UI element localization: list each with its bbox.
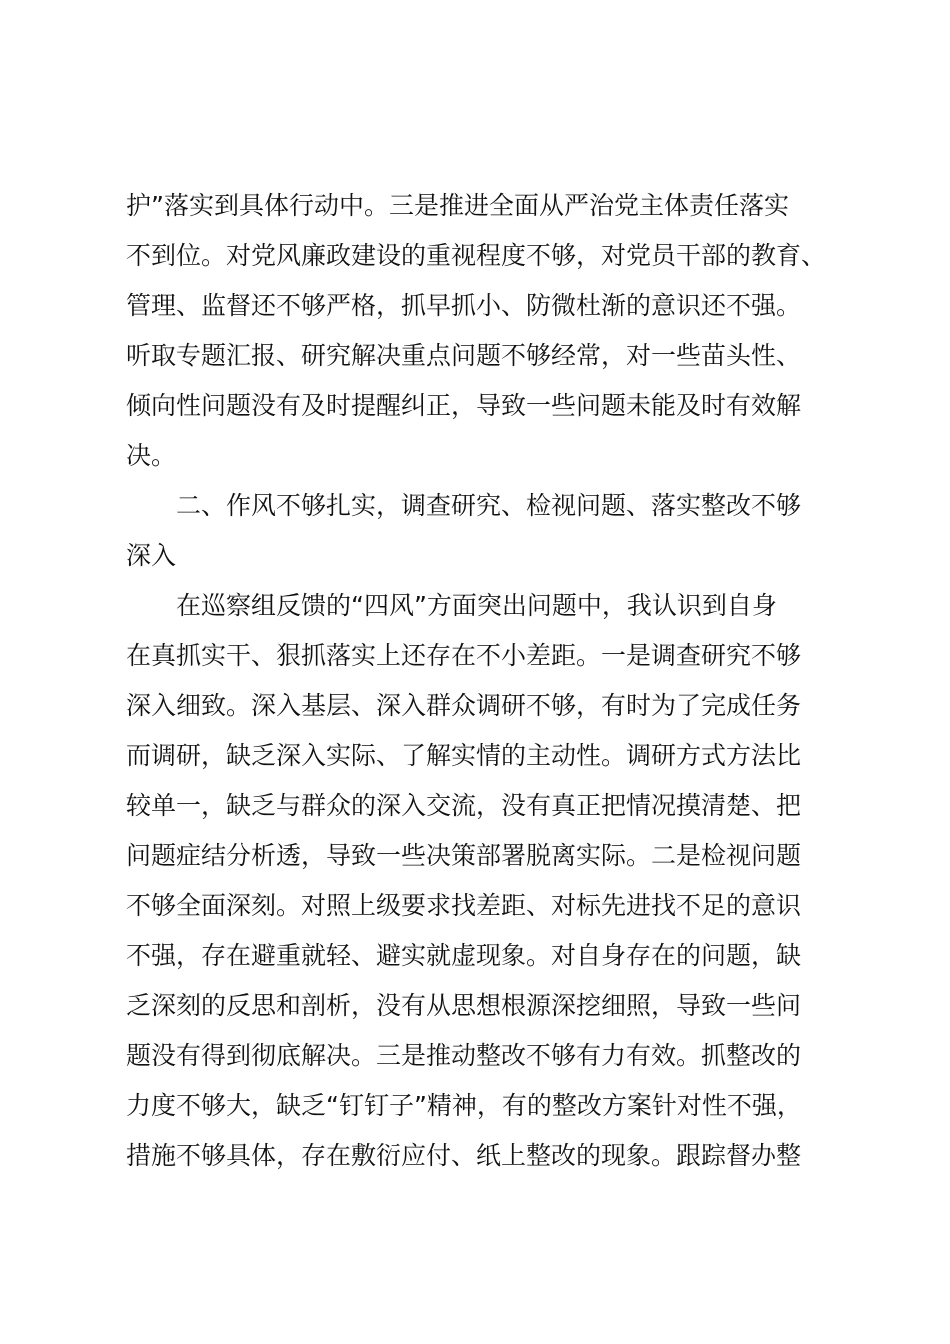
text-line: 决。 [126, 441, 177, 470]
text-line: 力度不够大，缺乏“钉钉子”精神，有的整改方案针对性不强， [126, 1091, 802, 1120]
text-line: 而调研，缺乏深入实际、了解实情的主动性。调研方式方法比 [126, 741, 802, 770]
text-line: 不够全面深刻。对照上级要求找差距、对标先进找不足的意识 [126, 891, 802, 920]
text-line: 不到位。对党风廉政建设的重视程度不够，对党员干部的教育、 [126, 241, 827, 270]
text-line: 护”落实到具体行动中。三是推进全面从严治党主体责任落实 [126, 191, 789, 220]
section-heading-continued: 深入 [126, 541, 177, 570]
text-line: 倾向性问题没有及时提醒纠正，导致一些问题未能及时有效解 [126, 391, 802, 420]
text-line: 不强，存在避重就轻、避实就虚现象。对自身存在的问题，缺 [126, 941, 802, 970]
text-line: 较单一，缺乏与群众的深入交流，没有真正把情况摸清楚、把 [126, 791, 802, 820]
text-line: 在真抓实干、狠抓落实上还存在不小差距。一是调查研究不够 [126, 641, 802, 670]
body-text [126, 181, 846, 1181]
text-line: 听取专题汇报、研究解决重点问题不够经常，对一些苗头性、 [126, 341, 802, 370]
paragraph-start: 在巡察组反馈的“四风”方面突出问题中，我认识到自身 [176, 591, 777, 620]
text-line: 题没有得到彻底解决。三是推动整改不够有力有效。抓整改的 [126, 1041, 802, 1070]
text-line: 乏深刻的反思和剖析，没有从思想根源深挖细照，导致一些问 [126, 991, 802, 1020]
text-line: 深入细致。深入基层、深入群众调研不够，有时为了完成任务 [126, 691, 802, 720]
text-line: 问题症结分析透，导致一些决策部署脱离实际。二是检视问题 [126, 841, 802, 870]
section-heading: 二、作风不够扎实，调查研究、检视问题、落实整改不够 [176, 491, 802, 520]
text-line: 管理、监督还不够严格，抓早抓小、防微杜渐的意识还不强。 [126, 291, 802, 320]
text-line: 措施不够具体，存在敷衍应付、纸上整改的现象。跟踪督办整 [126, 1141, 802, 1170]
